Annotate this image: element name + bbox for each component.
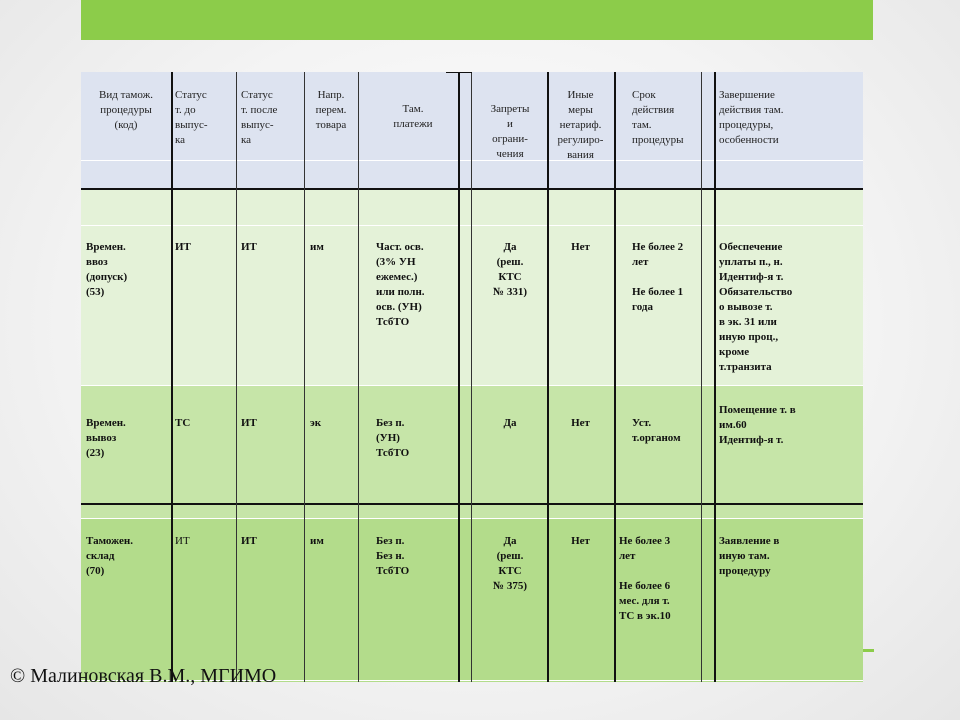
row1-direction: им: [310, 241, 324, 253]
row1-payments: Част. осв. (3% УН ежемес.) или полн. осв. (УН) ТсбТО: [376, 241, 425, 328]
row1-status-after: ИТ: [241, 241, 257, 253]
header-status-before: Статус т. до выпус- ка: [175, 89, 208, 146]
row3-payments: Без п. Без н. ТсбТО: [376, 535, 410, 577]
column-divider: [701, 72, 702, 682]
row2-term: Уст. т.органом: [632, 417, 681, 444]
row2-payments: Без п. (УН) ТсбТО: [376, 417, 410, 459]
row1-other-measures: Нет: [571, 241, 590, 253]
row2-completion: Помещение т. в им.60 Идентиф-я т.: [719, 404, 796, 446]
row2-direction: эк: [310, 417, 322, 429]
row3-completion: Заявление в иную там. процедуру: [719, 535, 780, 577]
row3-direction: им: [310, 535, 324, 547]
header-bottom-border: [81, 188, 863, 190]
header-direction: Напр. перем. товара: [315, 89, 347, 131]
row3-term: Не более 3 лет Не более 6 мес. для т. ТС в эк.10: [619, 535, 671, 622]
header-completion: Завершение действия там. процедуры, особенности: [719, 89, 784, 146]
column-divider: [458, 72, 460, 682]
customs-procedures-table: [81, 72, 863, 682]
header-other-measures: Иные меры нетариф. регулиро- вания: [557, 89, 604, 161]
table-subheader-band: [81, 160, 863, 189]
row3-other-measures: Нет: [571, 535, 590, 547]
row1-completion: Обеспечение уплаты п., н. Идентиф-я т. Обязательство о вывозе т. в эк. 31 или иную проц., кроме т.транзита: [719, 241, 793, 373]
header-procedure-type: Вид тамож. процедуры (код): [99, 89, 153, 131]
row2-status-after: ИТ: [241, 417, 257, 429]
title-accent-bar: [81, 0, 873, 40]
column-divider: [358, 72, 359, 682]
column-divider: [614, 72, 616, 682]
row1-status-before: ИТ: [175, 241, 191, 253]
row1-term: Не более 2 лет Не более 1 года: [632, 241, 684, 313]
header-term: Срок действия там. процедуры: [632, 89, 684, 146]
row1-procedure: Времен. ввоз (допуск) (53): [86, 241, 128, 298]
row3-procedure: Таможен. склад (70): [86, 535, 133, 577]
row2-prohibitions: Да: [503, 417, 517, 429]
column-divider: [471, 72, 472, 682]
row2-procedure: Времен. вывоз (23): [86, 417, 126, 459]
row2-other-measures: Нет: [571, 417, 590, 429]
row3-status-after: ИТ: [241, 535, 257, 547]
header-payments: Там. платежи: [393, 103, 433, 130]
header-status-after: Статус т. после выпус- ка: [241, 89, 278, 146]
row1-prohibitions: Да (реш. КТС № 331): [493, 241, 527, 298]
row-border: [81, 503, 863, 505]
row-divider: [81, 385, 863, 386]
column-divider: [304, 72, 305, 682]
copyright-notice: © Малиновская В.М., МГИМО: [10, 665, 277, 687]
row-divider: [81, 518, 863, 519]
column-divider: [171, 72, 173, 682]
row3-status-before: ИТ: [175, 535, 190, 547]
column-divider: [714, 72, 716, 682]
header-top-mark: [446, 72, 472, 73]
table-spacer-row: [81, 189, 863, 225]
column-divider: [236, 72, 237, 682]
row2-status-before: ТС: [175, 417, 191, 429]
row3-prohibitions: Да (реш. КТС № 375): [493, 535, 527, 592]
header-prohibitions: Запреты и ограни- чения: [490, 103, 530, 160]
row-divider: [81, 225, 863, 226]
table-gap-band: [81, 503, 863, 518]
column-divider: [547, 72, 549, 682]
row-divider: [81, 160, 863, 161]
